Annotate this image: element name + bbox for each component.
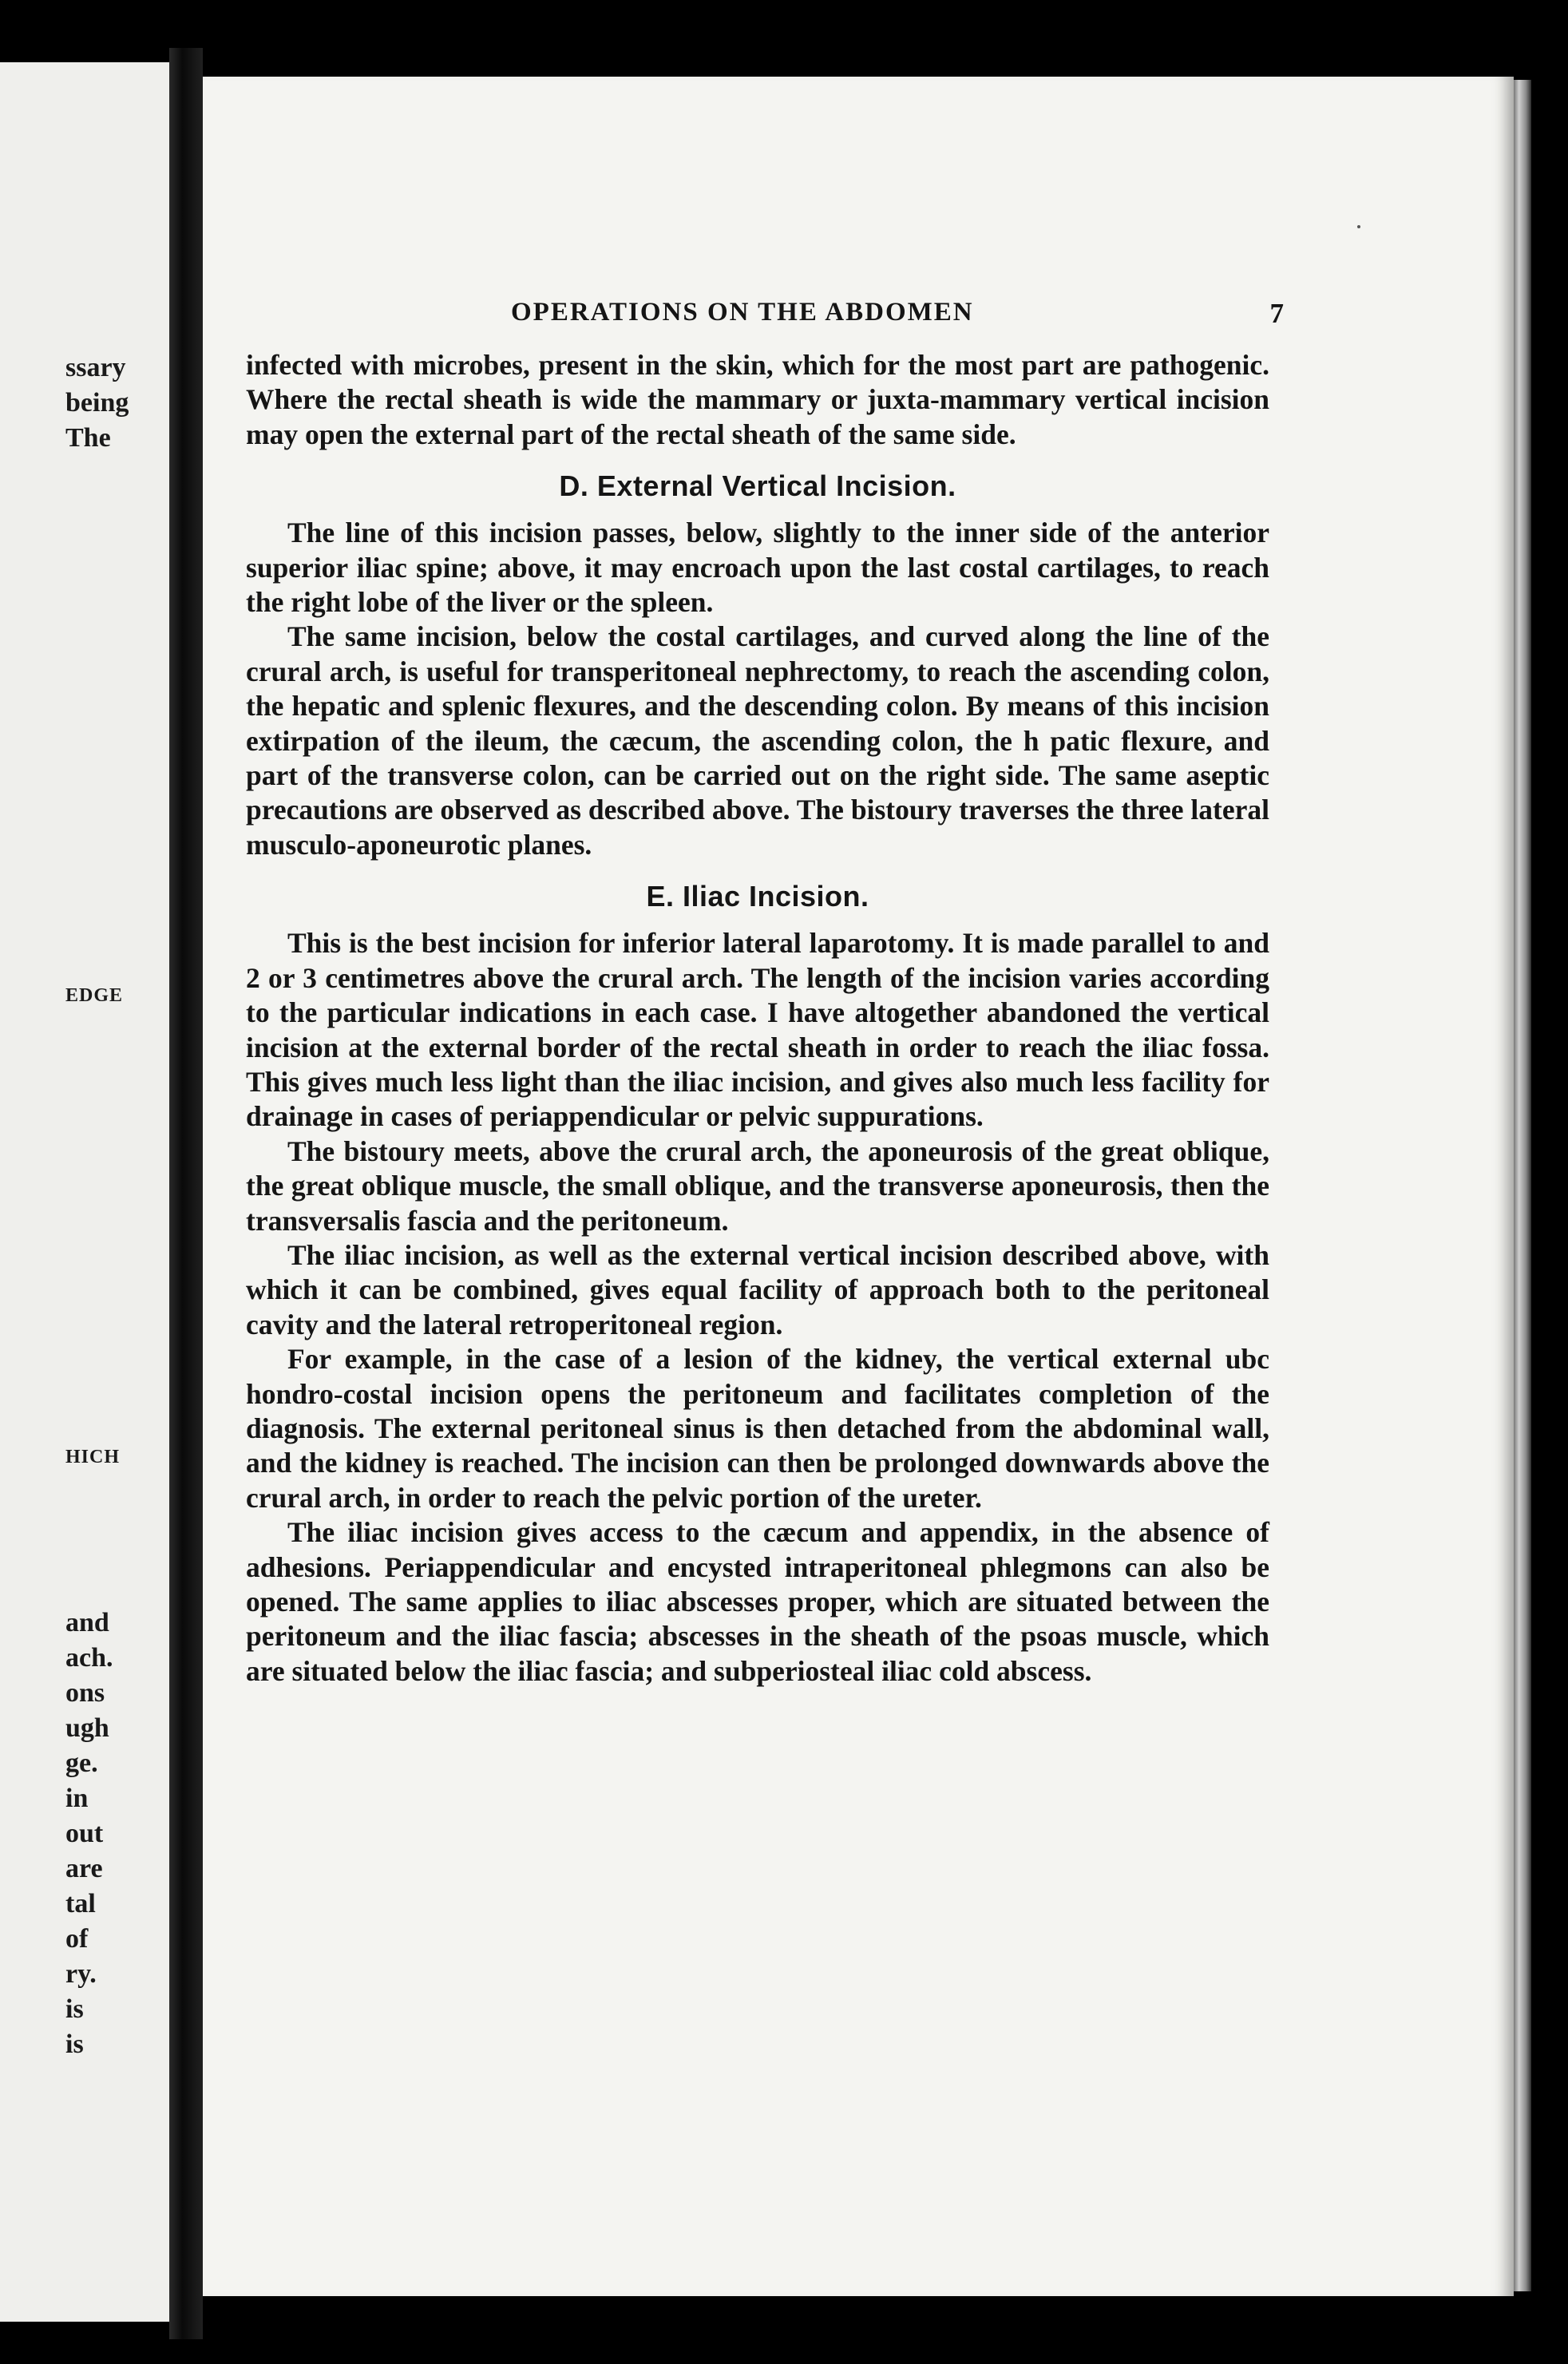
facing-page-word: ach. bbox=[65, 1643, 113, 1673]
facing-page-word: in bbox=[65, 1784, 89, 1813]
facing-page-word: HICH bbox=[65, 1447, 121, 1467]
page-edge bbox=[1514, 80, 1531, 2291]
paragraph: The bistoury meets, above the crural arch, the aponeurosis of the great oblique, the great oblique muscle, the small oblique, and the transverse aponeurosis, then the transversalis fascia and the peritoneum. bbox=[246, 1134, 1269, 1237]
facing-page-word: are bbox=[65, 1854, 103, 1883]
page-number: 7 bbox=[1269, 298, 1284, 329]
paragraph: The same incision, below the costal cartilages, and curved along the line of the crural arch, is useful for transperitoneal nephrectomy, to reach the ascending colon, the hepatic and splenic flexures, and the descending colon. By means of this incision extirpation of the ileum, the cæcum, the ascending colon, the h patic flexure, and part of the transverse colon, can be carried out on the right side. The same aseptic precautions are observed as described above. The bistoury traverses the three lateral musculo-aponeurotic planes. bbox=[246, 620, 1269, 861]
facing-page-word: ons bbox=[65, 1678, 105, 1708]
facing-page-word: and bbox=[65, 1608, 109, 1637]
paragraph: The iliac incision, as well as the external vertical incision described above, with which it can be combined, gives equal facility of approach both to the peritoneal cavity and the lateral retroperitoneal region. bbox=[246, 1238, 1269, 1340]
page-header bbox=[295, 298, 1284, 338]
facing-page-word: tal bbox=[65, 1889, 96, 1919]
facing-page-fragment bbox=[0, 62, 169, 2322]
facing-page-word: is bbox=[65, 2029, 84, 2059]
paragraph: This is the best incision for inferior lateral laparotomy. It is made parallel to and 2 or 3 centimetres above the crural arch. The length of the incision varies according to the particular indications in each case. I have altogether abandoned the vertical incision at the external border of the rectal sheath in order to reach the iliac fossa. This gives much less light than the iliac incision, and gives also much less facility for drainage in cases of periappendicular or pelvic suppurations. bbox=[246, 927, 1269, 1133]
paragraph: infected with microbes, present in the skin, which for the most part are pathogenic. Where the rectal sheath is wide the mammary or juxta-mammary vertical incision may open the external part of the rectal sheath of the same side. bbox=[246, 349, 1269, 450]
facing-page-word: EDGE bbox=[65, 985, 124, 1006]
paragraph: The line of this incision passes, below, slightly to the inner side of the anterior superior iliac spine; above, it may encroach upon the last costal cartilages, to reach the right lobe of the liver or the spleen. bbox=[246, 517, 1269, 619]
facing-page-word: The bbox=[65, 423, 111, 453]
book-gutter bbox=[169, 48, 203, 2339]
paragraph: For example, in the case of a lesion of the kidney, the vertical external ubc hondro-costal incision opens the peritoneum and facilitates completion of the diagnosis. The external peritoneal sinus is then detached from the abdominal wall, and the kidney is reached. The incision can then be prolonged downwards above the crural arch, in order to reach the pelvic portion of the ureter. bbox=[246, 1343, 1269, 1514]
facing-page-word: being bbox=[65, 388, 129, 418]
facing-page-word: is bbox=[65, 1994, 84, 2024]
facing-page-word: ssary bbox=[65, 353, 126, 382]
page-body bbox=[246, 348, 1269, 1689]
running-head: OPERATIONS ON THE ABDOMEN bbox=[511, 298, 974, 327]
facing-page-word: of bbox=[65, 1924, 89, 1954]
facing-page-word: out bbox=[65, 1819, 104, 1848]
scan-speck bbox=[1357, 225, 1360, 228]
section-heading: E. Iliac Incision. bbox=[646, 880, 869, 913]
facing-page-word: ry. bbox=[65, 1959, 97, 1989]
paragraph: The iliac incision gives access to the cæcum and appendix, in the absence of adhesions. Periappendicular and encysted intraperitoneal phlegmons can also be opened. The same applies to iliac abscesses proper, which are situated between the peritoneum and the iliac fascia; abscesses in the sheath of the psoas muscle, which are situated below the iliac fascia; and subperiosteal iliac cold abscess. bbox=[246, 1516, 1269, 1687]
section-heading: D. External Vertical Incision. bbox=[559, 469, 956, 503]
facing-page-word: ugh bbox=[65, 1713, 109, 1743]
facing-page-word: ge. bbox=[65, 1748, 98, 1778]
